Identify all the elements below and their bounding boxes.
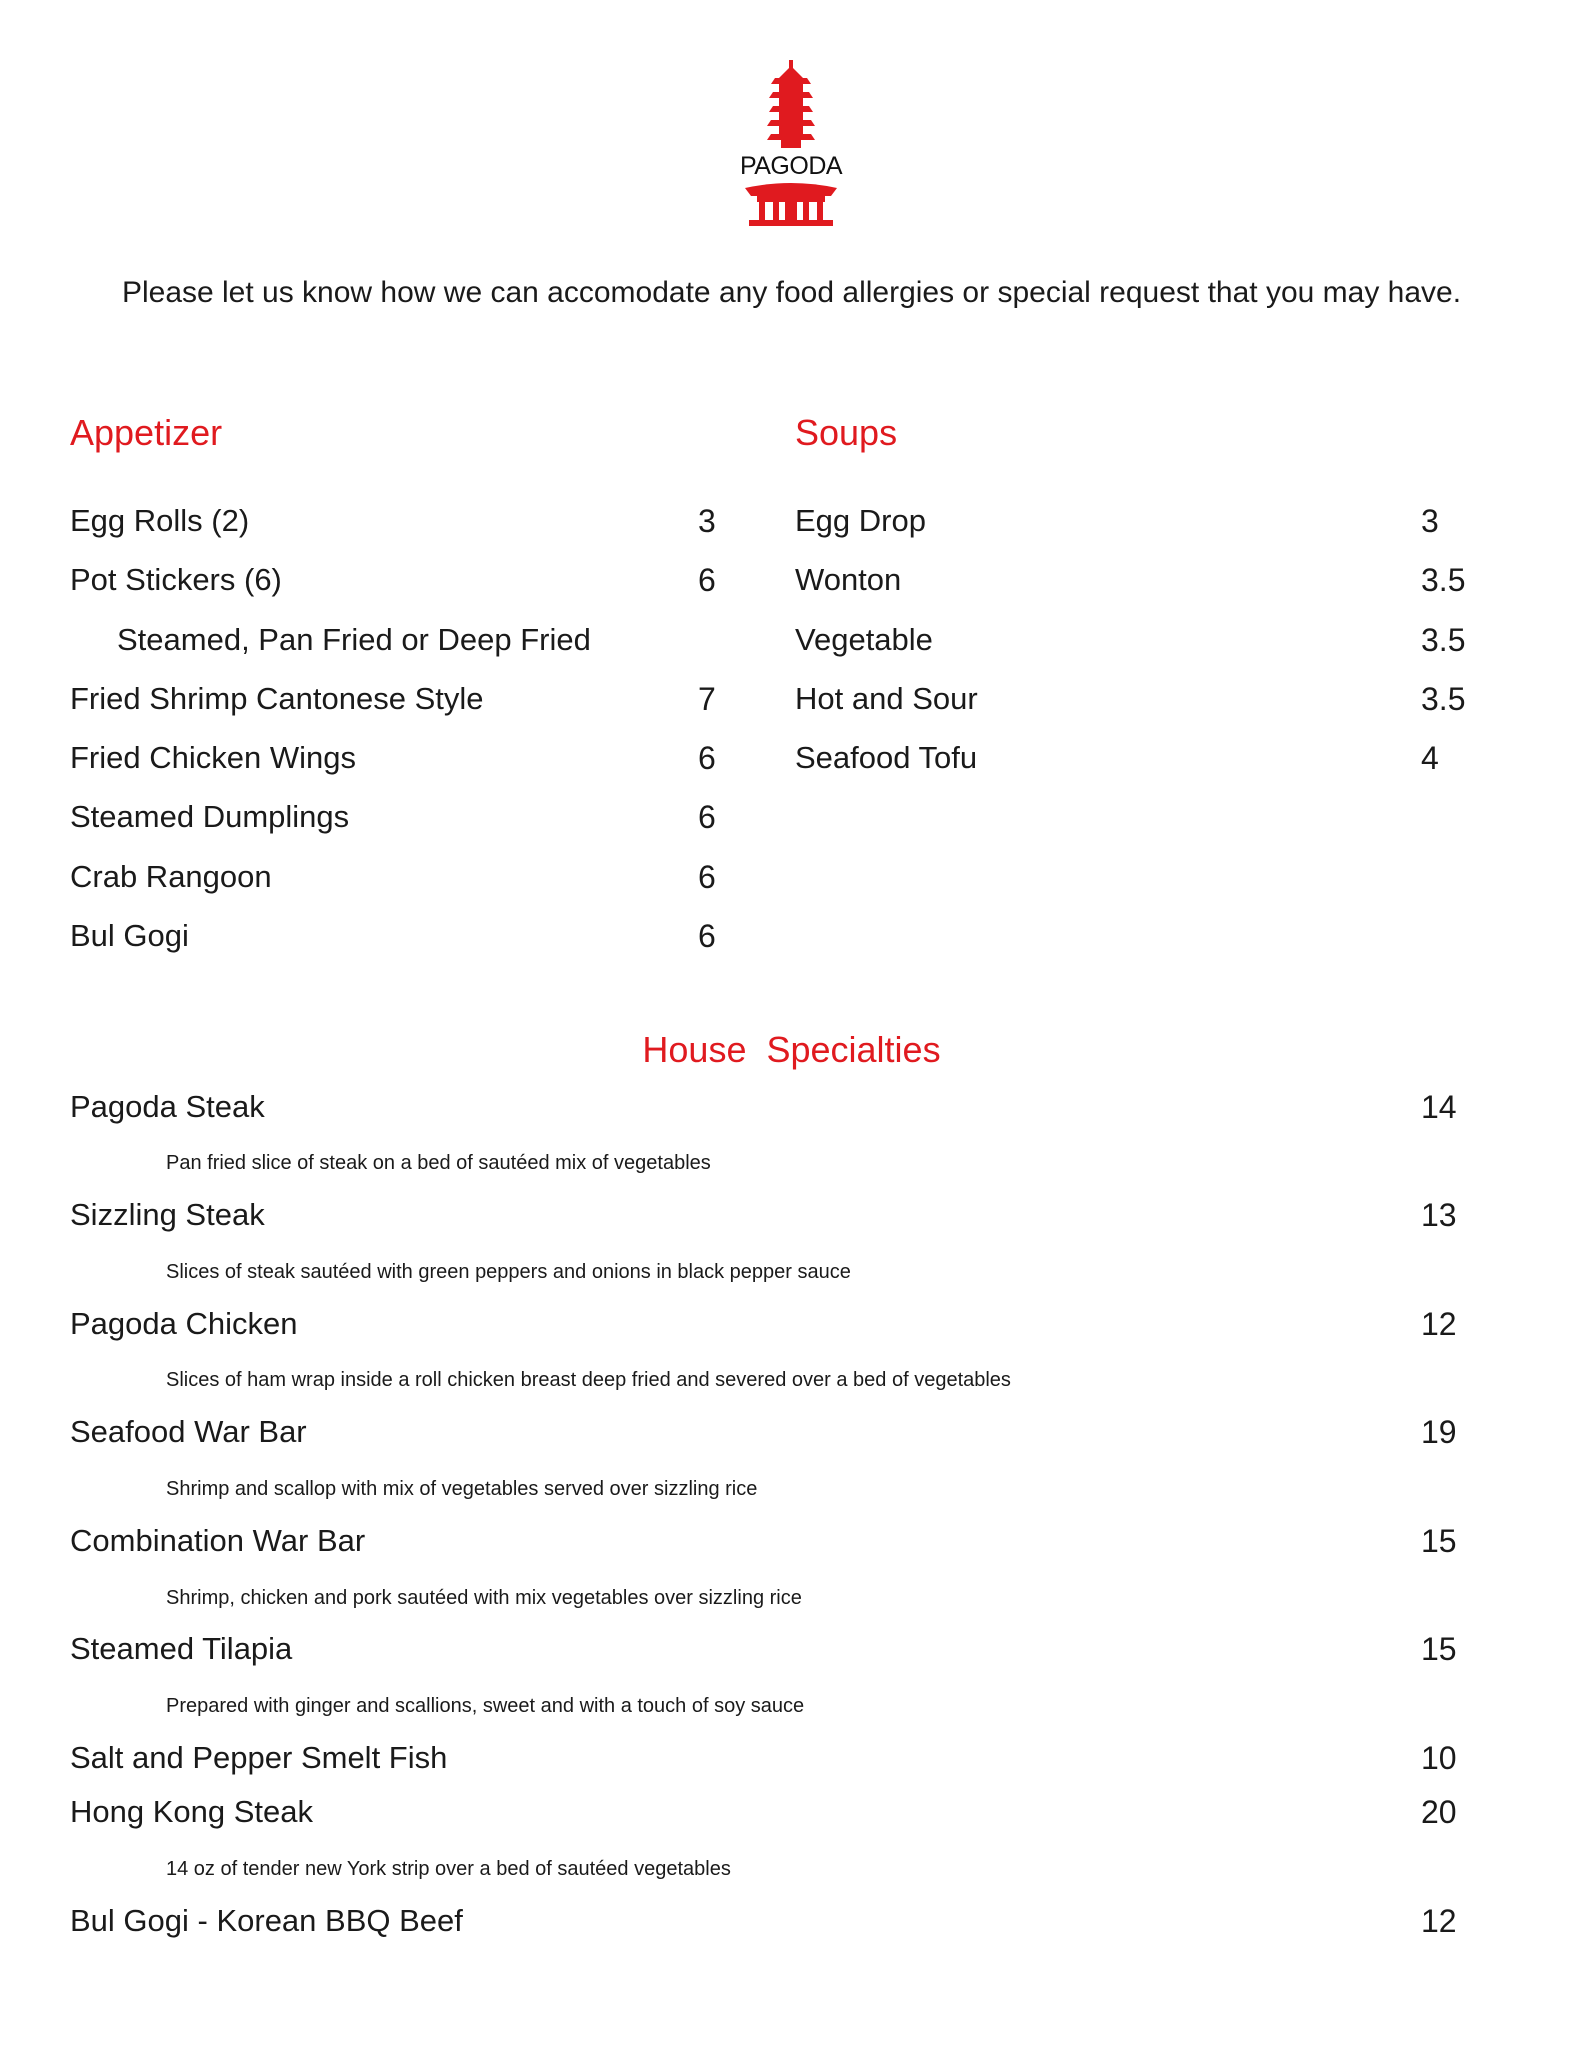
- menu-item-price: 13: [1421, 1197, 1457, 1233]
- menu-item-description: Slices of steak sautéed with green peppers and onions in black pepper sauce: [166, 1261, 851, 1283]
- menu-item-name: Egg Drop: [795, 503, 926, 538]
- menu-item-description: Shrimp, chicken and pork sautéed with mix vegetables over sizzling rice: [166, 1587, 802, 1609]
- menu-item-price: 7: [698, 681, 716, 717]
- menu-item-description: Shrimp and scallop with mix of vegetables served over sizzling rice: [166, 1478, 758, 1500]
- menu-item-price: 6: [698, 740, 716, 776]
- menu-item-name: Seafood War Bar: [70, 1414, 307, 1449]
- menu-item-note: Steamed, Pan Fried or Deep Fried: [117, 622, 591, 657]
- menu-item-name: Bul Gogi: [70, 918, 189, 953]
- menu-item-price: 20: [1421, 1794, 1457, 1830]
- menu-item-name: Fried Chicken Wings: [70, 740, 356, 775]
- menu-item-name: Pagoda Chicken: [70, 1306, 298, 1341]
- menu-item-price: 6: [698, 918, 716, 954]
- menu-item-price: 6: [698, 562, 716, 598]
- menu-item-description: Slices of ham wrap inside a roll chicken breast deep fried and severed over a bed of vegetables: [166, 1369, 1011, 1391]
- menu-item-price: 3.5: [1421, 562, 1466, 598]
- menu-item-description: Pan fried slice of steak on a bed of sautéed mix of vegetables: [166, 1152, 711, 1174]
- menu-item-name: Pot Stickers (6): [70, 562, 282, 597]
- menu-item-name: Pagoda Steak: [70, 1089, 265, 1124]
- menu-item-price: 6: [698, 799, 716, 835]
- menu-item-price: 15: [1421, 1523, 1457, 1559]
- menu-item-name: Salt and Pepper Smelt Fish: [70, 1740, 448, 1775]
- menu-item-name: Fried Shrimp Cantonese Style: [70, 681, 484, 716]
- menu-item-price: 4: [1421, 740, 1439, 776]
- menu-item-price: 15: [1421, 1631, 1457, 1667]
- menu-item-price: 12: [1421, 1306, 1457, 1342]
- menu-item-description: 14 oz of tender new York strip over a bed of sautéed vegetables: [166, 1858, 731, 1880]
- menu-item-name: Sizzling Steak: [70, 1197, 265, 1232]
- menu-item-name: Crab Rangoon: [70, 859, 272, 894]
- menu-item-price: 3.5: [1421, 681, 1466, 717]
- menu-item-name: Combination War Bar: [70, 1523, 366, 1558]
- menu-item-name: Steamed Tilapia: [70, 1631, 293, 1666]
- menu-item-price: 3.5: [1421, 622, 1466, 658]
- menu-item-name: Vegetable: [795, 622, 933, 657]
- menu-item-name: Bul Gogi - Korean BBQ Beef: [70, 1903, 463, 1938]
- soups-title: Soups: [795, 412, 898, 453]
- appetizer-title: Appetizer: [70, 412, 223, 453]
- menu-item-price: 3: [1421, 503, 1439, 539]
- menu-item-name: Egg Rolls (2): [70, 503, 250, 538]
- menu-item-price: 3: [698, 503, 716, 539]
- menu-item-price: 10: [1421, 1740, 1457, 1776]
- menu-item-name: Steamed Dumplings: [70, 799, 350, 834]
- menu-item-price: 19: [1421, 1414, 1457, 1450]
- menu-item-price: 14: [1421, 1089, 1457, 1125]
- menu-item-name: Wonton: [795, 562, 902, 597]
- menu-item-name: Hong Kong Steak: [70, 1794, 314, 1829]
- pagoda-logo: [735, 60, 847, 230]
- menu-item-price: 6: [698, 859, 716, 895]
- menu-item-name: Seafood Tofu: [795, 740, 978, 775]
- menu-item-name: Hot and Sour: [795, 681, 978, 716]
- menu-item-description: Prepared with ginger and scallions, sweet and with a touch of soy sauce: [166, 1695, 805, 1717]
- menu-item-price: 12: [1421, 1903, 1457, 1939]
- allergy-notice: Please let us know how we can accomodate any food allergies or special request that you may have.: [121, 276, 1462, 309]
- specialties-title: House Specialties: [642, 1029, 941, 1070]
- logo-text: PAGODA: [739, 152, 843, 180]
- pagoda-icon: [735, 60, 847, 230]
